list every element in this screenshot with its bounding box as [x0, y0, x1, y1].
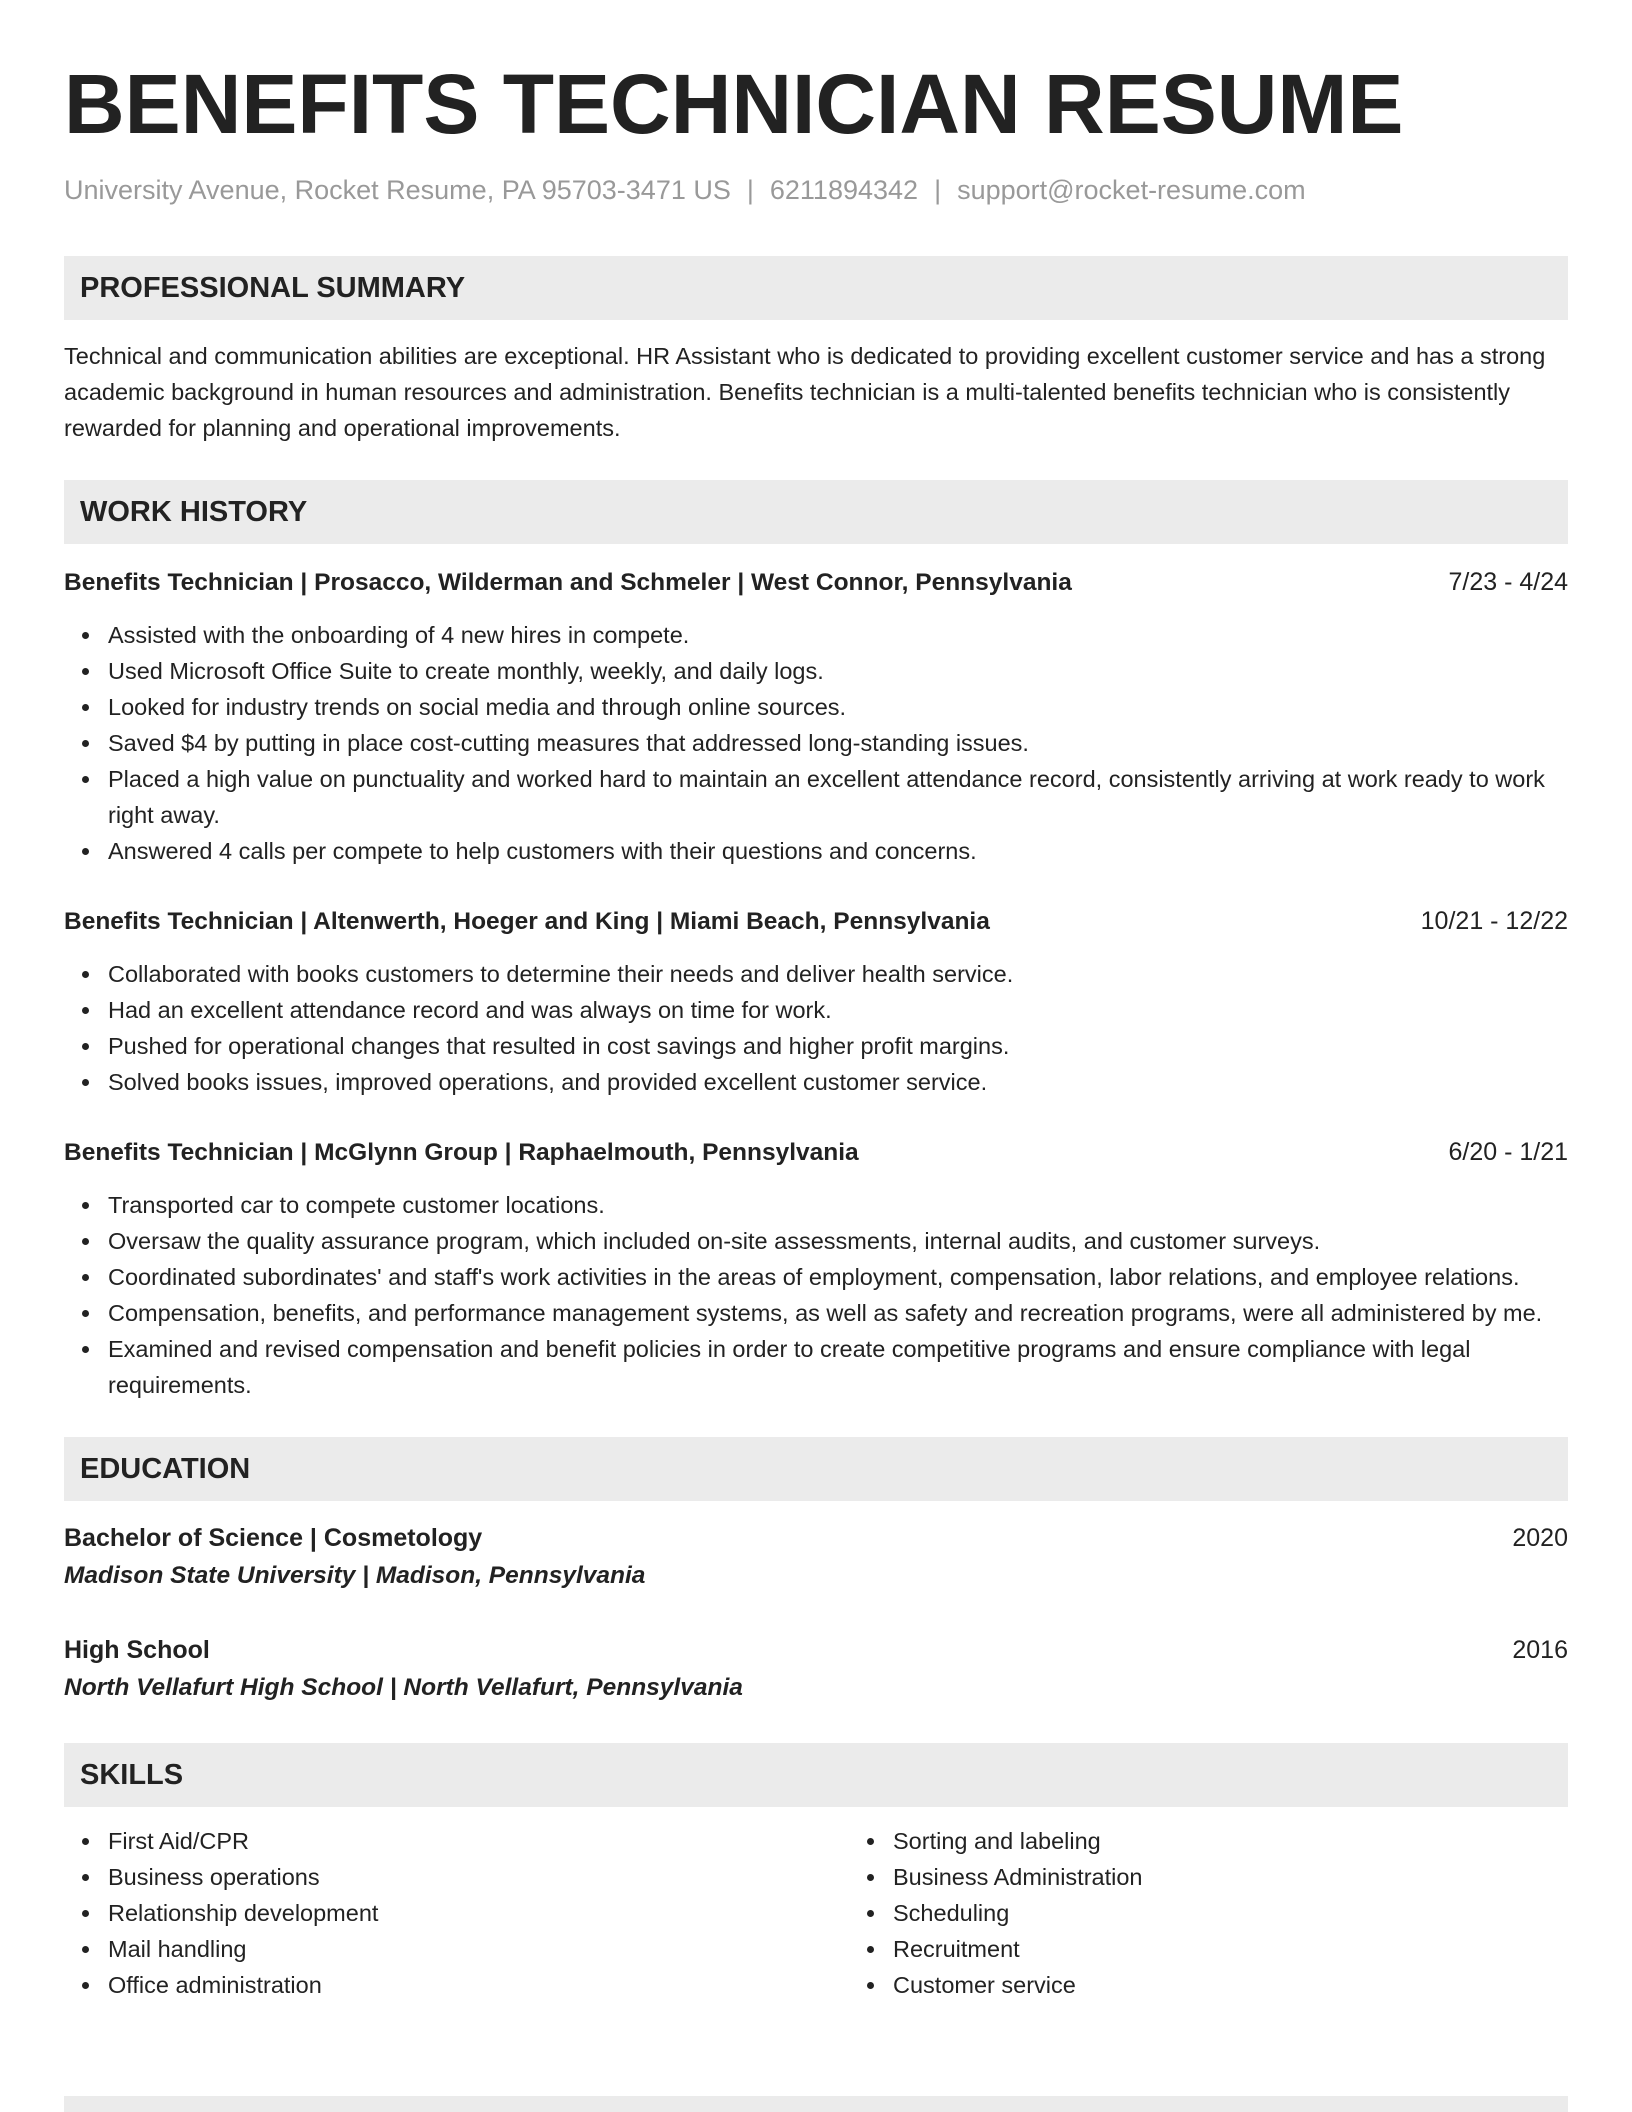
- skill-item: Mail handling: [108, 1931, 849, 1967]
- education-entry: [64, 1519, 1568, 1595]
- section-header-education: EDUCATION: [64, 1437, 1568, 1501]
- summary-text: Technical and communication abilities are exceptional. HR Assistant who is dedicated to providing excellent customer service and has a strong academic background in human resources and administration. Benefits technician is a multi-talented benefits technician who is consistently rewarded for planning and operational improvements.: [64, 343, 1546, 441]
- contact-phone: 6211894342: [769, 175, 919, 205]
- job-bullet: Pushed for operational changes that resulted in cost savings and higher profit margins.: [108, 1028, 1568, 1064]
- job-header: [64, 564, 1568, 601]
- section-header-skills: SKILLS: [64, 1743, 1568, 1807]
- job-title: Benefits Technician | McGlynn Group | Raphaelmouth, Pennsylvania: [64, 1139, 859, 1166]
- section-header-work-history: WORK HISTORY: [64, 480, 1568, 544]
- job-header: [64, 1134, 1568, 1171]
- job-entry: [64, 1134, 1568, 1403]
- skill-item: Business Administration: [893, 1859, 1142, 1895]
- skill-item: Customer service: [893, 1967, 1142, 2003]
- job-bullet: Used Microsoft Office Suite to create monthly, weekly, and daily logs.: [108, 653, 1568, 689]
- job-header: [64, 903, 1568, 940]
- job-title: Benefits Technician | Prosacco, Wilderman and Schmeler | West Connor, Pennsylvania: [64, 569, 1072, 596]
- section-header-summary: PROFESSIONAL SUMMARY: [64, 256, 1568, 320]
- skill-item: Sorting and labeling: [893, 1823, 1142, 1859]
- skills-column-left: [64, 1823, 849, 2003]
- job-bullet: Assisted with the onboarding of 4 new hires in compete.: [108, 617, 1568, 653]
- education-school: Madison State University | Madison, Pennsylvania: [64, 1562, 646, 1589]
- contact-separator: |: [746, 175, 754, 205]
- job-bullet: Answered 4 calls per compete to help customers with their questions and concerns.: [108, 833, 1568, 869]
- job-bullet: Compensation, benefits, and performance management systems, as well as safety and recreation programs, were all administered by me.: [108, 1295, 1568, 1331]
- job-bullets: [64, 1187, 1568, 1403]
- education-header: [64, 1519, 1568, 1557]
- next-section-header-bar: [64, 2096, 1568, 2112]
- job-bullet: Solved books issues, improved operations, and provided excellent customer service.: [108, 1064, 1568, 1100]
- skill-item: Recruitment: [893, 1931, 1142, 1967]
- education-school: North Vellafurt High School | North Vellafurt, Pennsylvania: [64, 1674, 743, 1701]
- education-section: [64, 1437, 1568, 1707]
- skill-item: Scheduling: [893, 1895, 1142, 1931]
- education-degree: Bachelor of Science | Cosmetology: [64, 1524, 483, 1552]
- education-entry: [64, 1631, 1568, 1707]
- skill-item: Relationship development: [108, 1895, 849, 1931]
- job-bullet: Looked for industry trends on social media and through online sources.: [108, 689, 1568, 725]
- job-bullet: Saved $4 by putting in place cost-cutting measures that addressed long-standing issues.: [108, 725, 1568, 761]
- skills-column-right: [849, 1823, 1142, 2003]
- skill-item: First Aid/CPR: [108, 1823, 849, 1859]
- skills-list: [64, 1823, 1568, 2003]
- contact-address: University Avenue, Rocket Resume, PA 95703-3471 US: [64, 175, 731, 205]
- job-dates: 10/21 - 12/22: [1420, 907, 1568, 935]
- work-history-section: [64, 480, 1568, 1403]
- skill-item: Business operations: [108, 1859, 849, 1895]
- education-header: [64, 1631, 1568, 1669]
- contact-email: support@rocket-resume.com: [957, 175, 1306, 205]
- education-degree: High School: [64, 1636, 210, 1664]
- job-bullets: [64, 617, 1568, 869]
- job-bullet: Had an excellent attendance record and was always on time for work.: [108, 992, 1568, 1028]
- education-year: 2016: [1512, 1636, 1568, 1664]
- contact-separator: |: [934, 175, 942, 205]
- job-dates: 6/20 - 1/21: [1448, 1138, 1568, 1166]
- job-dates: 7/23 - 4/24: [1448, 568, 1568, 596]
- job-bullet: Transported car to compete customer locations.: [108, 1187, 1568, 1223]
- education-year: 2020: [1512, 1524, 1568, 1552]
- job-bullet: Placed a high value on punctuality and worked hard to maintain an excellent attendance record, consistently arriving at work ready to work right away.: [108, 761, 1568, 833]
- skills-section: [64, 1743, 1568, 2003]
- job-bullet: Collaborated with books customers to determine their needs and deliver health service.: [108, 956, 1568, 992]
- job-title: Benefits Technician | Altenwerth, Hoeger and King | Miami Beach, Pennsylvania: [64, 908, 990, 935]
- summary-section: [64, 256, 1568, 446]
- skill-item: Office administration: [108, 1967, 849, 2003]
- resume-title: BENEFITS TECHNICIAN RESUME: [64, 57, 1404, 151]
- contact-line: [64, 174, 1568, 206]
- job-entry: [64, 564, 1568, 869]
- job-bullet: Examined and revised compensation and benefit policies in order to create competitive programs and ensure compliance with legal requirements.: [108, 1331, 1568, 1403]
- job-bullet: Oversaw the quality assurance program, which included on-site assessments, internal audits, and customer surveys.: [108, 1223, 1568, 1259]
- job-bullets: [64, 956, 1568, 1100]
- job-entry: [64, 903, 1568, 1100]
- job-bullet: Coordinated subordinates' and staff's work activities in the areas of employment, compensation, labor relations, and employee relations.: [108, 1259, 1568, 1295]
